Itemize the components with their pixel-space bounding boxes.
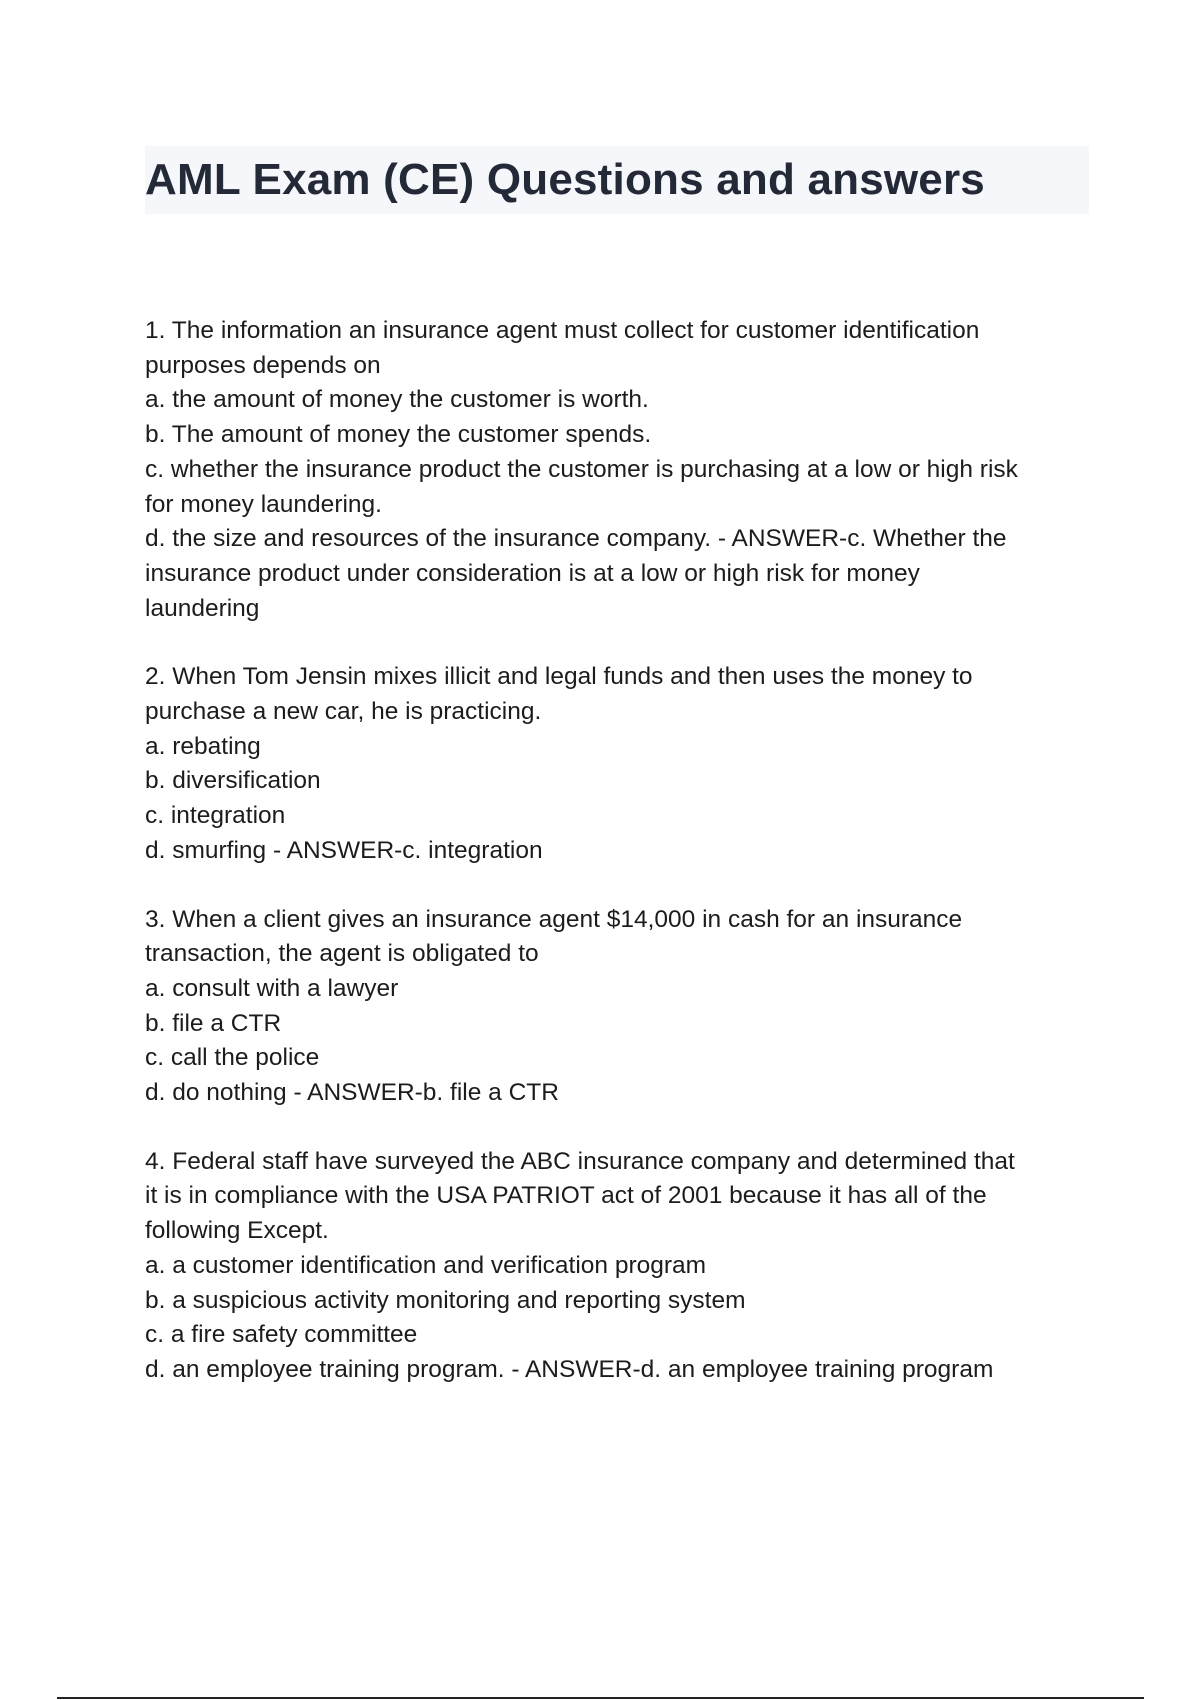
question-text-line: transaction, the agent is obligated to	[145, 940, 539, 968]
footer-divider	[57, 1697, 1144, 1699]
question-text-line: following Except.	[145, 1217, 329, 1245]
question-block	[145, 903, 1085, 1111]
answer-key-line: laundering	[145, 594, 260, 622]
answer-option-with-key: d. an employee training program. - ANSWER-d. an employee training program	[145, 1355, 994, 1383]
question-text-line: 1. The information an insurance agent must collect for customer identification	[145, 317, 980, 344]
question-block	[145, 314, 1085, 626]
title-banner	[145, 146, 1089, 214]
answer-option: for money laundering.	[145, 490, 382, 518]
question-text-line: purchase a new car, he is practicing.	[145, 698, 542, 726]
answer-option: c. whether the insurance product the customer is purchasing at a low or high risk	[145, 455, 1018, 483]
answer-option: c. a fire safety committee	[145, 1321, 418, 1349]
answer-option: a. a customer identification and verification program	[145, 1251, 707, 1279]
question-text-line: purposes depends on	[145, 351, 381, 379]
answer-option-with-key: d. smurfing - ANSWER-c. integration	[145, 836, 543, 864]
answer-option: c. integration	[145, 802, 286, 830]
question-list	[145, 314, 1085, 1422]
answer-option: b. file a CTR	[145, 1009, 282, 1037]
answer-option: b. The amount of money the customer spends.	[145, 421, 652, 449]
answer-option-with-key: d. do nothing - ANSWER-b. file a CTR	[145, 1079, 559, 1107]
question-text-line: 3. When a client gives an insurance agent $14,000 in cash for an insurance	[145, 905, 963, 933]
answer-option: b. diversification	[145, 767, 321, 795]
answer-option: a. the amount of money the customer is worth.	[145, 386, 649, 414]
question-text-line: 2. When Tom Jensin mixes illicit and legal funds and then uses the money to	[145, 663, 973, 691]
answer-option: c. call the police	[145, 1044, 320, 1072]
answer-option: a. rebating	[145, 732, 261, 760]
answer-key-line: insurance product under consideration is at a low or high risk for money	[145, 559, 920, 587]
page-title: AML Exam (CE) Questions and answers	[145, 155, 985, 204]
question-text-line: it is in compliance with the USA PATRIOT act of 2001 because it has all of the	[145, 1182, 987, 1210]
question-block	[145, 660, 1085, 868]
answer-option: b. a suspicious activity monitoring and reporting system	[145, 1286, 746, 1314]
answer-option: a. consult with a lawyer	[145, 974, 399, 1002]
question-block	[145, 1145, 1085, 1388]
question-text-line: 4. Federal staff have surveyed the ABC insurance company and determined that	[145, 1147, 1015, 1175]
answer-option-with-key: d. the size and resources of the insurance company. - ANSWER-c. Whether the	[145, 525, 1007, 553]
